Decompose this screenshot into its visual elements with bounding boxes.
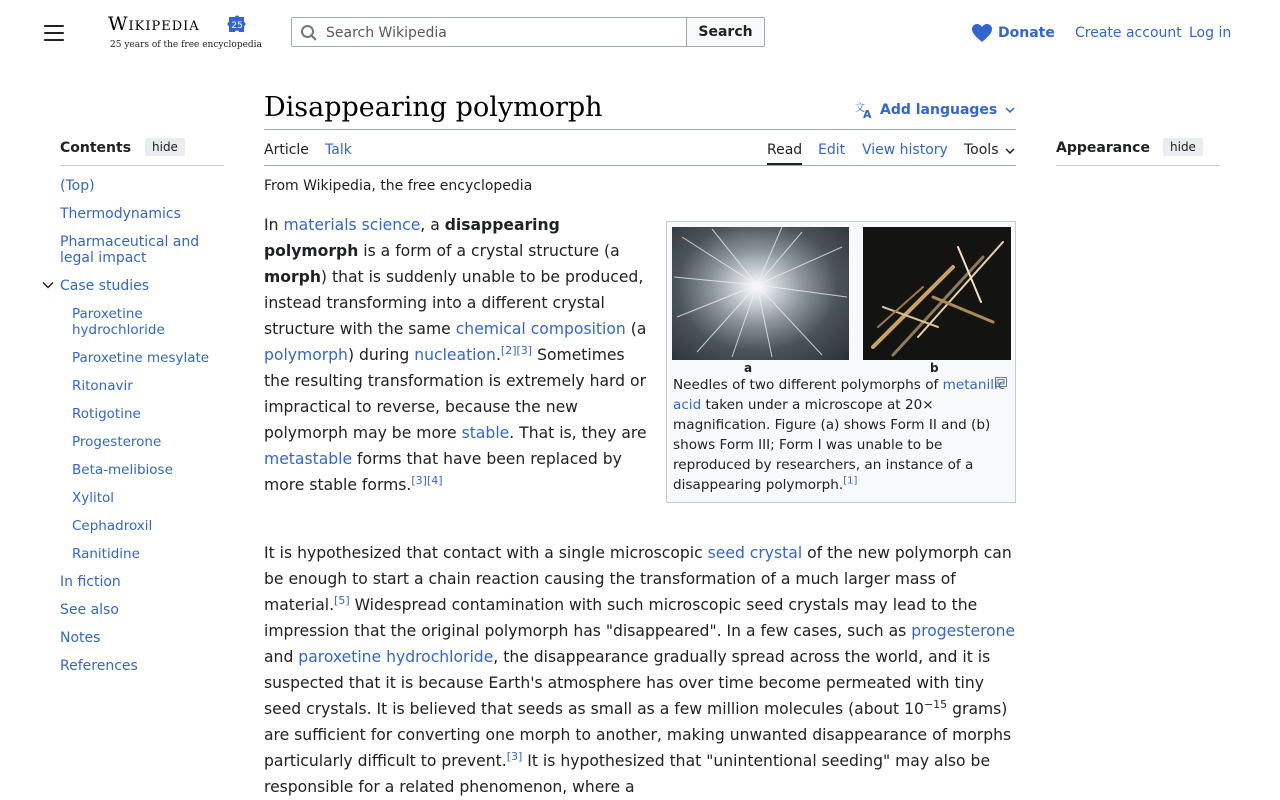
text: . bbox=[495, 346, 501, 364]
toc-item-in-fiction[interactable]: In fiction bbox=[60, 574, 121, 590]
toc-item-xylitol[interactable]: Xylitol bbox=[72, 490, 115, 506]
translate-icon bbox=[855, 101, 875, 119]
add-languages-button[interactable]: Add languages bbox=[880, 102, 998, 118]
link-nucleation[interactable]: nucleation bbox=[414, 346, 496, 364]
text: and bbox=[264, 648, 299, 666]
wikipedia-logo[interactable] bbox=[108, 13, 200, 35]
tab-article[interactable]: Article bbox=[264, 142, 309, 158]
toc-item-pharmaceutical-line1: Pharmaceutical and bbox=[60, 234, 200, 250]
text: It is hypothesized that contact with a single microscopic bbox=[264, 544, 708, 562]
toc-divider bbox=[60, 165, 224, 166]
link-paroxetine-hydrochloride[interactable]: paroxetine hydrochloride bbox=[298, 648, 494, 666]
ref-4[interactable]: [4] bbox=[426, 473, 443, 487]
appearance-divider bbox=[1056, 165, 1220, 166]
create-account-link[interactable]: Create account bbox=[1075, 25, 1182, 41]
appearance-title: Appearance bbox=[1056, 140, 1150, 156]
text: In bbox=[264, 216, 284, 234]
ref-3[interactable]: [3] bbox=[516, 343, 533, 357]
search-placeholder: Search Wikipedia bbox=[326, 25, 447, 41]
text: , the disappearance gradually spread across the world, and it is suspected that it is because Earth's atmosphere has over time become permeated with tiny seed crystals. It is believed that seeds as small as a few million molecules (about 10 bbox=[264, 648, 991, 718]
bold-term: morph bbox=[264, 268, 321, 286]
text: (a bbox=[625, 320, 647, 338]
text: Widespread contamination with such microscopic seed crystals may lead to the impression that the original polymorph has "disappeared". In a few cases, such as bbox=[264, 596, 978, 640]
chevron-down-icon[interactable] bbox=[1004, 104, 1016, 116]
toc-item-ritonavir[interactable]: Ritonavir bbox=[72, 378, 133, 394]
tabs-divider bbox=[264, 165, 1016, 166]
appearance-hide-button[interactable]: hide bbox=[1163, 138, 1203, 156]
text: of the new polymorph can be enough to start a chain reaction causing the transformation of a much larger mass of material. bbox=[264, 544, 1012, 614]
ref-2[interactable]: [2] bbox=[500, 343, 517, 357]
toc-item-rotigotine[interactable]: Rotigotine bbox=[72, 406, 141, 422]
link-materials-science[interactable]: materials science bbox=[283, 216, 421, 234]
heart-icon bbox=[971, 23, 993, 43]
toc-item-pharmaceutical-line2: legal impact bbox=[60, 250, 147, 266]
toc-item-paroxetine-hydrochloride[interactable] bbox=[72, 306, 165, 338]
text: is a form of a crystal structure (a bbox=[358, 242, 620, 260]
svg-text:文: 文 bbox=[855, 103, 865, 114]
figure-image-b[interactable] bbox=[863, 227, 1011, 360]
toc-title: Contents bbox=[60, 140, 132, 156]
logo-wordmark: Wikipedia bbox=[108, 13, 200, 35]
figure-label-a: a bbox=[744, 361, 753, 375]
logo-badge: 25 bbox=[231, 21, 243, 31]
chevron-down-icon[interactable] bbox=[42, 279, 54, 291]
link-stable[interactable]: stable bbox=[461, 424, 510, 442]
toc-item-references[interactable]: References bbox=[60, 658, 138, 674]
title-divider bbox=[264, 129, 1016, 130]
toc-item-see-also[interactable]: See also bbox=[60, 602, 119, 618]
ref-3[interactable]: [3] bbox=[411, 473, 427, 487]
toc-hide-button[interactable]: hide bbox=[145, 138, 185, 156]
toc-item-notes[interactable]: Notes bbox=[60, 630, 101, 646]
tab-talk[interactable]: Talk bbox=[325, 142, 352, 158]
caption-text-2: taken under a microscope at 20× magnification. Figure (a) shows Form II and (b) shows Form III; Form I was unable to be reproduced by researchers, an instance of a disappearing polymorph. bbox=[673, 397, 991, 493]
toc-item-paroxetine-hydrochloride-line1: Paroxetine bbox=[72, 306, 143, 322]
text: , a bbox=[420, 216, 445, 234]
toc-item-paroxetine-hydrochloride-line2: hydrochloride bbox=[72, 322, 165, 338]
puzzle-globe-icon bbox=[226, 13, 248, 35]
link-chemical-composition[interactable]: chemical composition bbox=[455, 320, 626, 338]
toc-item-ranitidine[interactable]: Ranitidine bbox=[72, 546, 140, 562]
text: forms that have been replaced by more stable forms. bbox=[264, 450, 622, 494]
svg-text:A: A bbox=[863, 108, 872, 119]
caption-text-1: Needles of two different polymorphs of bbox=[673, 377, 943, 393]
intro-paragraph bbox=[264, 212, 650, 498]
text: Sometimes the resulting transformation is extremely hard or impractical to reverse, because the new polymorph may be more bbox=[264, 346, 646, 442]
text: . That is, they are bbox=[509, 424, 647, 442]
tools-menu[interactable]: Tools bbox=[964, 142, 999, 158]
search-button[interactable]: Search bbox=[687, 17, 765, 47]
bold-term: disappearing polymorph bbox=[264, 216, 560, 260]
tab-read[interactable]: Read bbox=[767, 142, 803, 158]
text: grams) are sufficient for converting one morph to another, making unwanted disappearance of morphs particularly difficult to prevent. bbox=[264, 700, 1012, 770]
figure-image-a[interactable] bbox=[672, 227, 849, 360]
figure-caption bbox=[673, 375, 1011, 495]
logo-tagline: 25 years of the free encyclopedia bbox=[110, 40, 262, 50]
donate-link[interactable]: Donate bbox=[998, 25, 1055, 41]
search-icon bbox=[300, 24, 318, 42]
ref-3[interactable]: [3] bbox=[506, 749, 523, 763]
toc-item-beta-melibiose[interactable]: Beta-melibiose bbox=[72, 462, 173, 478]
chevron-down-icon[interactable] bbox=[1004, 145, 1016, 157]
tab-edit[interactable]: Edit bbox=[818, 142, 846, 158]
link-progesterone[interactable]: progesterone bbox=[911, 622, 1016, 640]
toc-item-pharmaceutical[interactable] bbox=[60, 234, 199, 266]
log-in-link[interactable]: Log in bbox=[1189, 25, 1232, 41]
main-menu-button[interactable] bbox=[44, 25, 64, 41]
site-subtitle: From Wikipedia, the free encyclopedia bbox=[264, 178, 533, 194]
toc-item-paroxetine-mesylate[interactable]: Paroxetine mesylate bbox=[72, 350, 210, 366]
link-metastable[interactable]: metastable bbox=[264, 450, 353, 468]
link-seed-crystal[interactable]: seed crystal bbox=[707, 544, 803, 562]
toc-item-progesterone[interactable]: Progesterone bbox=[72, 434, 162, 450]
text: ) that is suddenly unable to be produced, instead transforming into a different crystal structure with the same bbox=[264, 268, 644, 338]
toc-item-top[interactable]: (Top) bbox=[60, 178, 95, 194]
link-metanilic-acid[interactable]: metanilic acid bbox=[673, 377, 1006, 413]
ref-5[interactable]: [5] bbox=[334, 593, 350, 607]
toc-item-cephadroxil[interactable]: Cephadroxil bbox=[72, 518, 153, 534]
body-paragraph bbox=[264, 540, 1016, 800]
text: It is hypothesized that "unintentional seeding" may also be responsible for a related phenomenon, where a bbox=[264, 752, 991, 796]
figure-label-b: b bbox=[930, 361, 939, 375]
link-polymorph[interactable]: polymorph bbox=[264, 346, 348, 364]
toc-item-thermodynamics[interactable]: Thermodynamics bbox=[60, 206, 181, 222]
text: ) during bbox=[347, 346, 415, 364]
exponent: −15 bbox=[923, 697, 948, 711]
toc-item-case-studies[interactable]: Case studies bbox=[60, 278, 150, 294]
page-title: Disappearing polymorph bbox=[264, 92, 603, 123]
tab-view-history[interactable]: View history bbox=[862, 142, 948, 158]
ref-1[interactable]: [1] bbox=[843, 475, 858, 487]
